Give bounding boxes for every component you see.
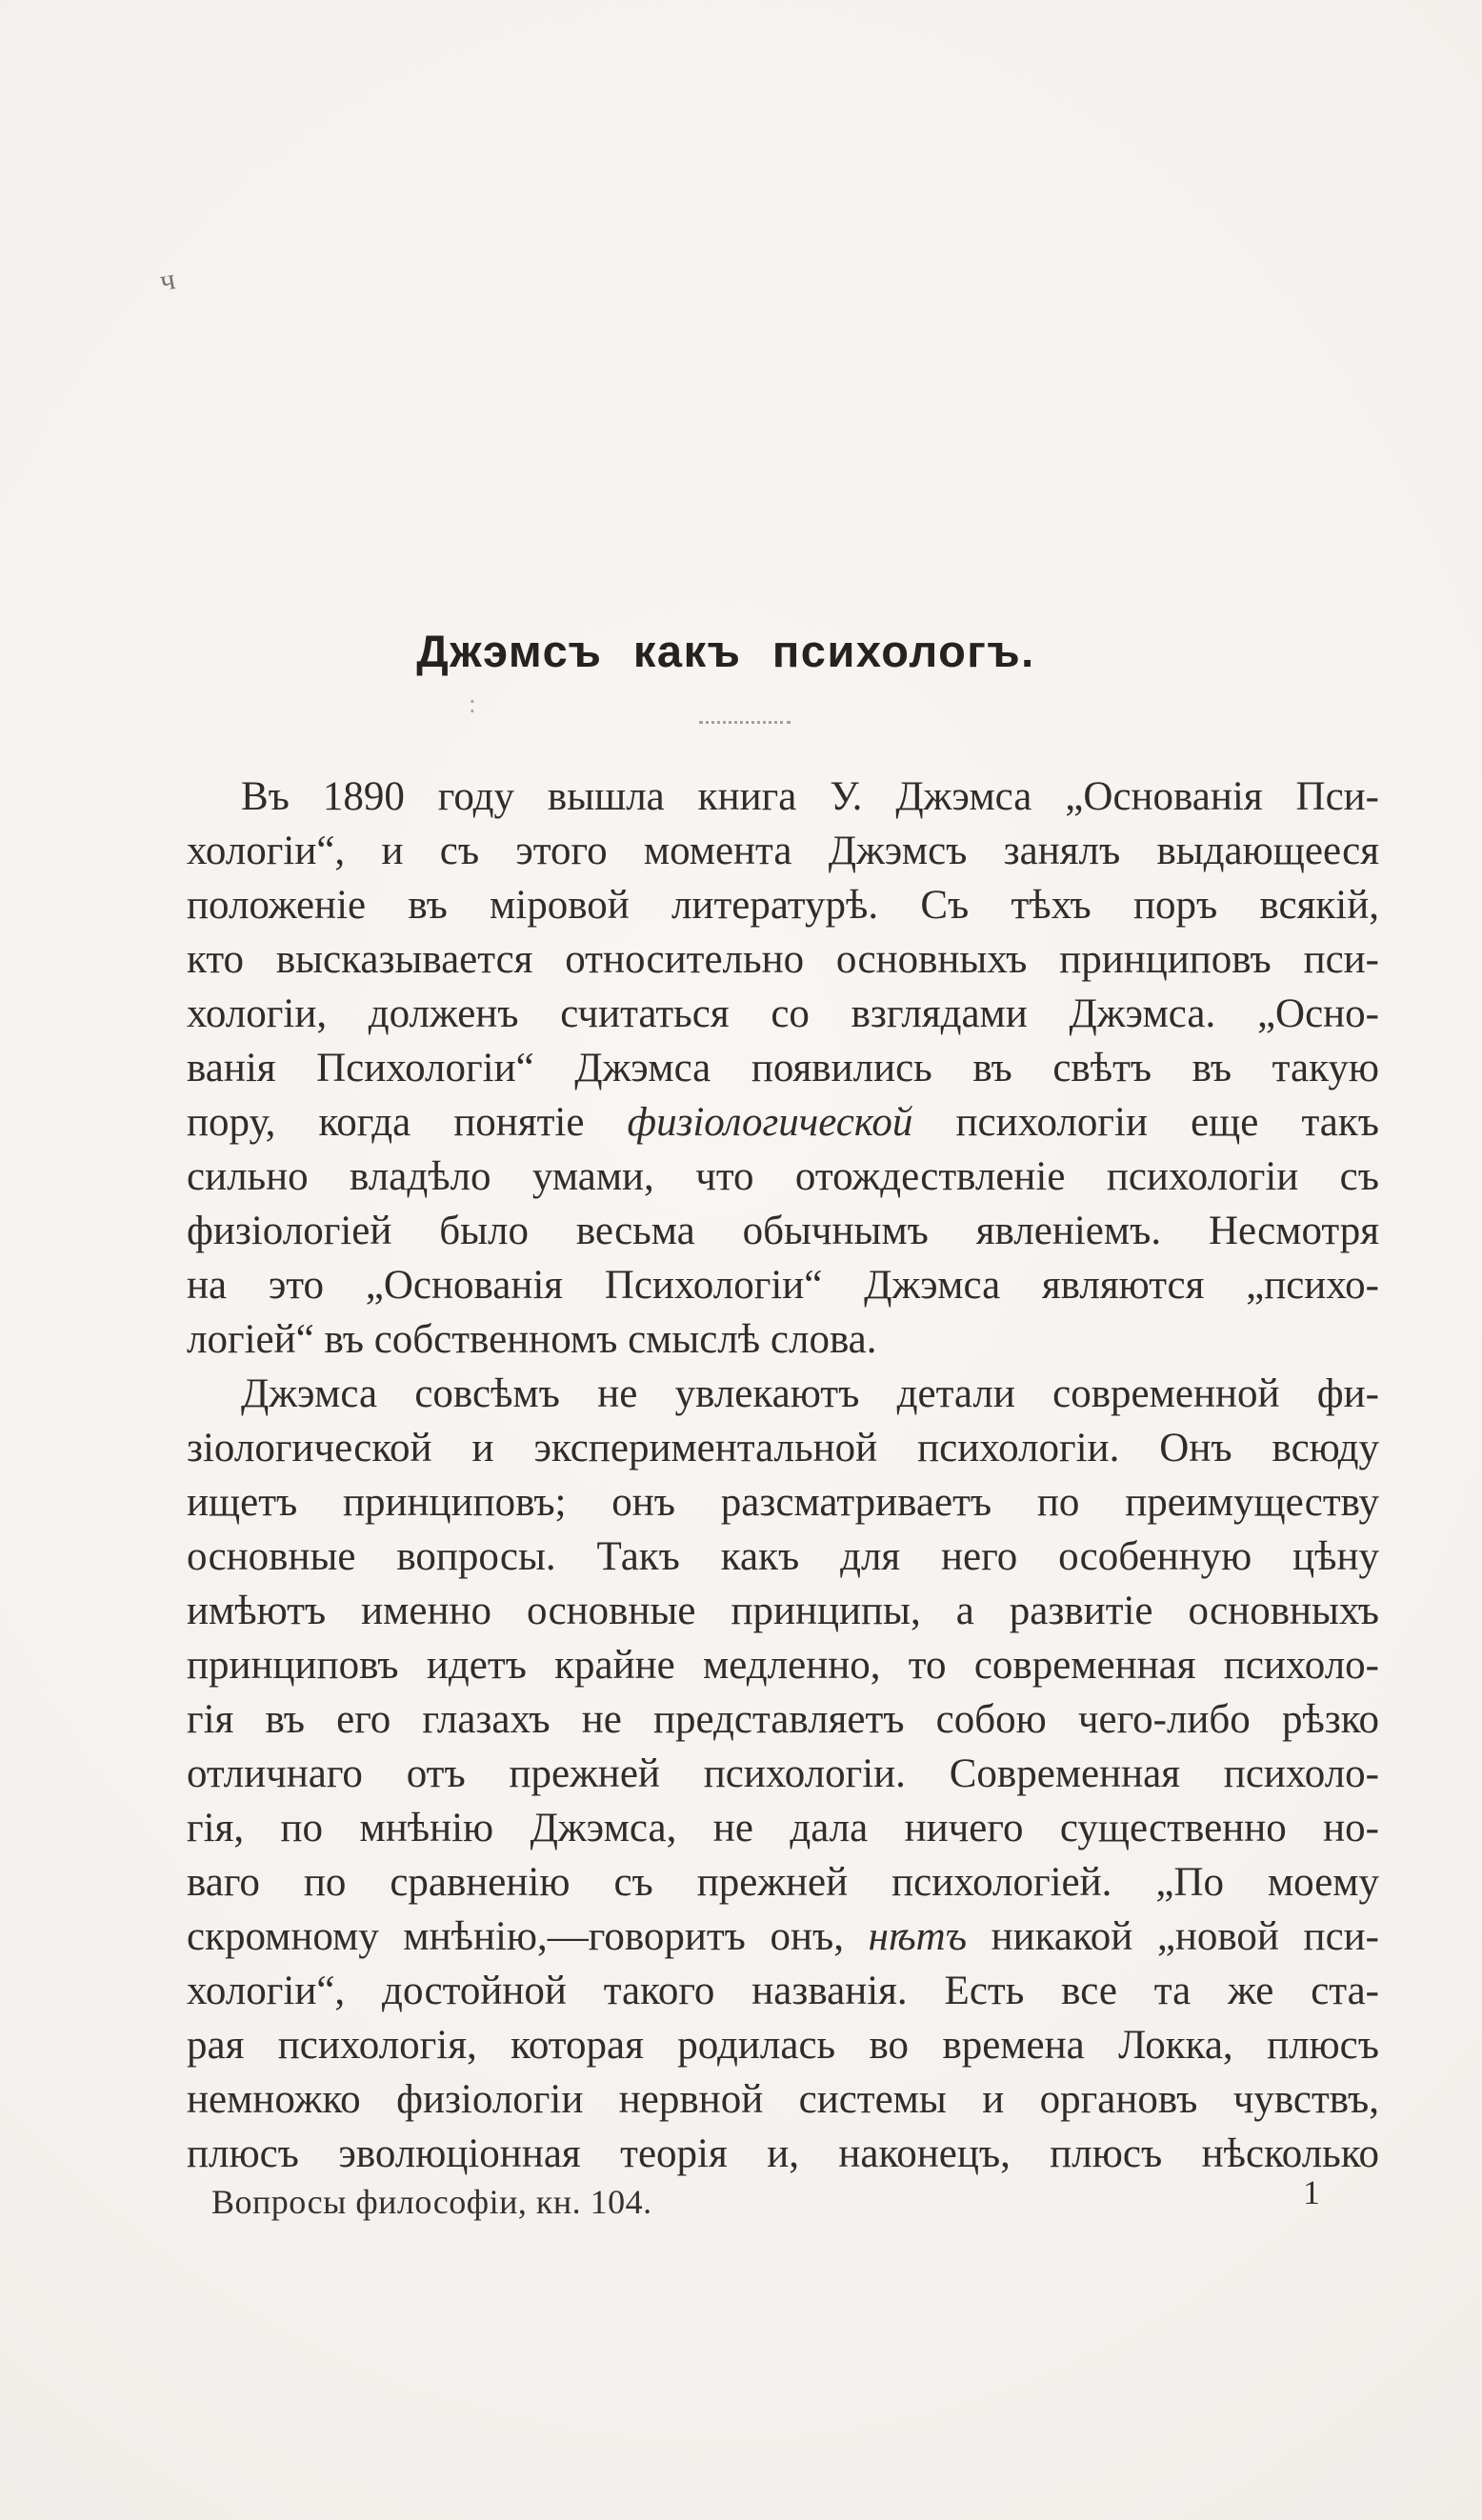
paragraph [187,770,1379,1367]
page-footer [187,2173,1379,2222]
text-line: рая психологія, которая родилась во времена Локка, плюсъ [187,2023,1379,2068]
text-line: гія, по мнѣнію Джэмса, не дала ничего существенно но- [187,1806,1379,1850]
text-line: гія въ его глазахъ не представляетъ собою чего-либо рѣзко [187,1697,1379,1742]
text-line: немножко физіологіи нервной системы и органовъ чувствъ, [187,2077,1379,2122]
text-line: скромному мнѣнію,—говоритъ онъ, нѣтъ никакой „новой пси- [187,1914,1379,1959]
title-divider [699,721,791,724]
text-line: зіологической и экспериментальной психологіи. Онъ всюду [187,1426,1379,1470]
text-line: хологіи“, и съ этого момента Джэмсъ занялъ выдающееся [187,829,1379,873]
journal-imprint: Вопросы философіи, кн. 104. [211,2183,652,2221]
body-text [187,770,1379,2181]
print-artifact-colon: : [469,690,476,719]
text-line: положеніе въ міровой литературѣ. Съ тѣхъ поръ всякій, [187,883,1379,928]
text-line: ванія Психологіи“ Джэмса появились въ свѣтъ въ такую [187,1046,1379,1090]
page-title: Джэмсъ какъ психологъ. [416,626,1035,676]
text-line: физіологіей было весьма обычнымъ явленіемъ. Несмотря [187,1209,1379,1253]
text-line: кто высказывается относительно основныхъ принциповъ пси- [187,937,1379,982]
text-line: ваго по сравненію съ прежней психологіей. „По моему [187,1860,1379,1905]
text-line: принциповъ идетъ крайне медленно, то современная психоло- [187,1643,1379,1688]
text-line: логіей“ въ собственномъ смыслѣ слова. [187,1317,877,1362]
text-line: Джэмса совсѣмъ не увлекаютъ детали современной фи- [241,1371,1379,1416]
page-number: 1 [1303,2173,1320,2211]
text-line: хологіи“, достойной такого названія. Есть все та же ста- [187,1969,1379,2013]
text-line: на это „Основанія Психологіи“ Джэмса являются „психо- [187,1263,1379,1308]
text-line: ищетъ принциповъ; онъ разсматриваетъ по преимуществу [187,1480,1379,1525]
paragraph [187,1367,1379,2181]
text-line: Въ 1890 году вышла книга У. Джэмса „Основанія Пси- [241,774,1379,819]
text-line: сильно владѣло умами, что отождествленіе психологіи съ [187,1154,1379,1199]
text-line: пору, когда понятіе физіологической психологіи еще такъ [187,1100,1379,1145]
text-line: плюсъ эволюціонная теорія и, наконецъ, плюсъ нѣсколько [187,2131,1379,2176]
text-line: имѣютъ именно основные принципы, а развитіе основныхъ [187,1589,1379,1633]
text-line: основные вопросы. Такъ какъ для него особенную цѣну [187,1534,1379,1579]
text-line: хологіи, долженъ считаться со взглядами Джэмса. „Осно- [187,991,1379,1036]
handwritten-mark: ч [156,261,178,298]
text-line: отличнаго отъ прежней психологіи. Современная психоло- [187,1751,1379,1796]
